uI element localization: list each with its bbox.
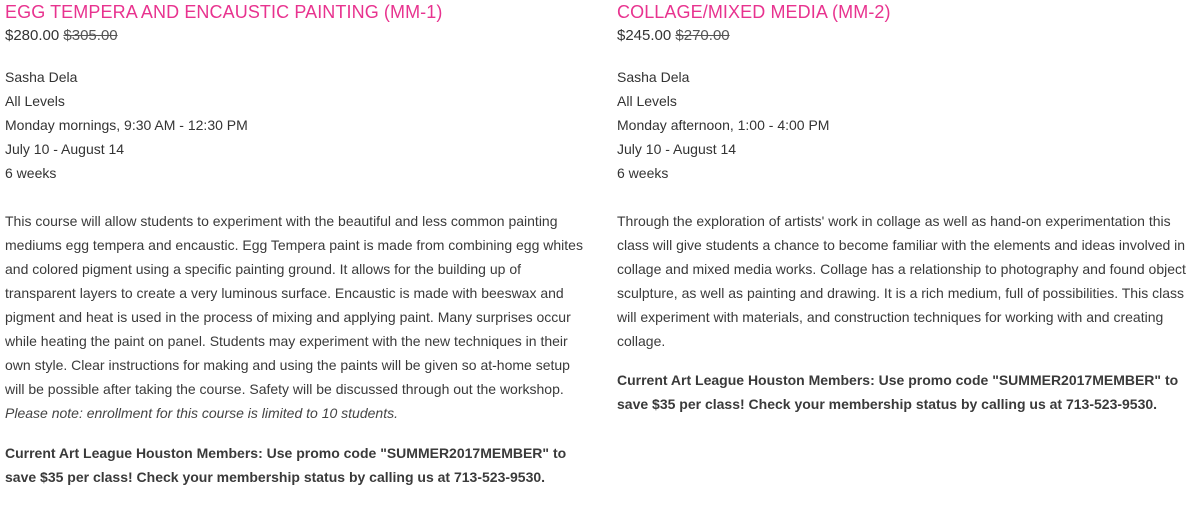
- sale-price: $245.00: [617, 27, 672, 44]
- course-meta: [617, 65, 1192, 185]
- level: All Levels: [5, 93, 65, 109]
- course-meta: [5, 65, 585, 185]
- course-description: Through the exploration of artists' work in collage as well as hand-on experimentation this class will give students a chance to become familiar with the elements and ideas involved in collage and mixed media works. Collage has a relationship to photography and found object sculpture, as well as painting and drawing. It is a rich medium, full of possibilities. This class will experiment with materials, and construction techniques for working with and creating collage.: [617, 213, 1186, 349]
- member-promo: Current Art League Houston Members: Use promo code "SUMMER2017MEMBER" to save $35 per class! Check your membership status by calling us at 713-523-9530.: [617, 372, 1179, 412]
- level: All Levels: [617, 93, 677, 109]
- original-price: $305.00: [63, 27, 118, 44]
- course-title[interactable]: EGG TEMPERA AND ENCAUSTIC PAINTING (MM-1): [5, 2, 443, 22]
- duration: 6 weeks: [617, 165, 669, 181]
- dates: July 10 - August 14: [5, 141, 125, 157]
- course-price: [5, 24, 585, 48]
- schedule: Monday afternoon, 1:00 - 4:00 PM: [617, 117, 830, 133]
- course-description: This course will allow students to experiment with the beautiful and less common painting mediums egg tempera and encaustic. Egg Tempera paint is made from combining egg whites and colored pigment using a specific painting ground. It allows for the building up of transparent layers to create a very luminous surface. Encaustic is made with beeswax and pigment and heat is used in the process of mixing and applying paint. Many surprises occur while heating the paint on panel. Students may experiment with the new techniques in their own style. Clear instructions for making and using the paints will be given so at-home setup will be possible after taking the course. Safety will be discussed through out the workshop.: [5, 213, 583, 397]
- course-card-mm2: [617, 0, 1192, 416]
- course-title[interactable]: COLLAGE/MIXED MEDIA (MM-2): [617, 2, 891, 22]
- course-card-mm1: [5, 0, 585, 489]
- dates: July 10 - August 14: [617, 141, 737, 157]
- instructor: Sasha Dela: [5, 69, 78, 85]
- duration: 6 weeks: [5, 165, 57, 181]
- sale-price: $280.00: [5, 27, 60, 44]
- original-price: $270.00: [675, 27, 730, 44]
- member-promo: Current Art League Houston Members: Use promo code "SUMMER2017MEMBER" to save $35 per class! Check your membership status by calling us at 713-523-9530.: [5, 445, 567, 485]
- course-price: [617, 24, 1192, 48]
- instructor: Sasha Dela: [617, 69, 690, 85]
- schedule: Monday mornings, 9:30 AM - 12:30 PM: [5, 117, 248, 133]
- enrollment-note: Please note: enrollment for this course is limited to 10 students.: [5, 405, 398, 421]
